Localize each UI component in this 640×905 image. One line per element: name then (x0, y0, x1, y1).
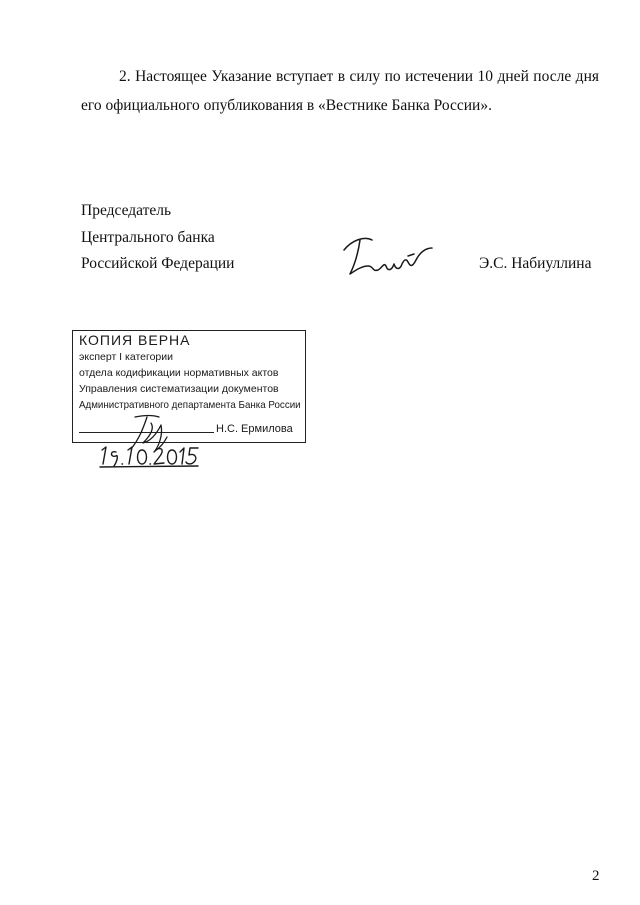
signatory-title-line-3: Российской Федерации (81, 255, 235, 272)
stamp-department: отдела кодификации нормативных актов (79, 367, 279, 379)
stamp-title: КОПИЯ ВЕРНА (79, 332, 191, 348)
paragraph-line-1: 2. Настоящее Указание вступает в силу по истечении 10 дней после дня (119, 68, 599, 85)
chairman-signature (338, 230, 438, 282)
page-number: 2 (592, 868, 600, 884)
signatory-title-line-2: Центрального банка (81, 228, 215, 246)
handwritten-date (98, 440, 202, 468)
body-paragraph (81, 62, 599, 120)
signatory-title (81, 198, 234, 278)
signatory-title-line-1: Председатель (81, 202, 172, 219)
signatory-name: Э.С. Набиуллина (479, 255, 592, 272)
paragraph-line-2: его официального опубликования в «Вестнике Банка России». (81, 97, 492, 114)
stamp-organization: Административного департамента Банка России (79, 399, 301, 411)
copy-certified-stamp (72, 330, 306, 443)
stamp-name: Н.С. Ермилова (216, 423, 293, 435)
stamp-division: Управления систематизации документов (79, 383, 279, 395)
stamp-position: эксперт I категории (79, 351, 173, 363)
